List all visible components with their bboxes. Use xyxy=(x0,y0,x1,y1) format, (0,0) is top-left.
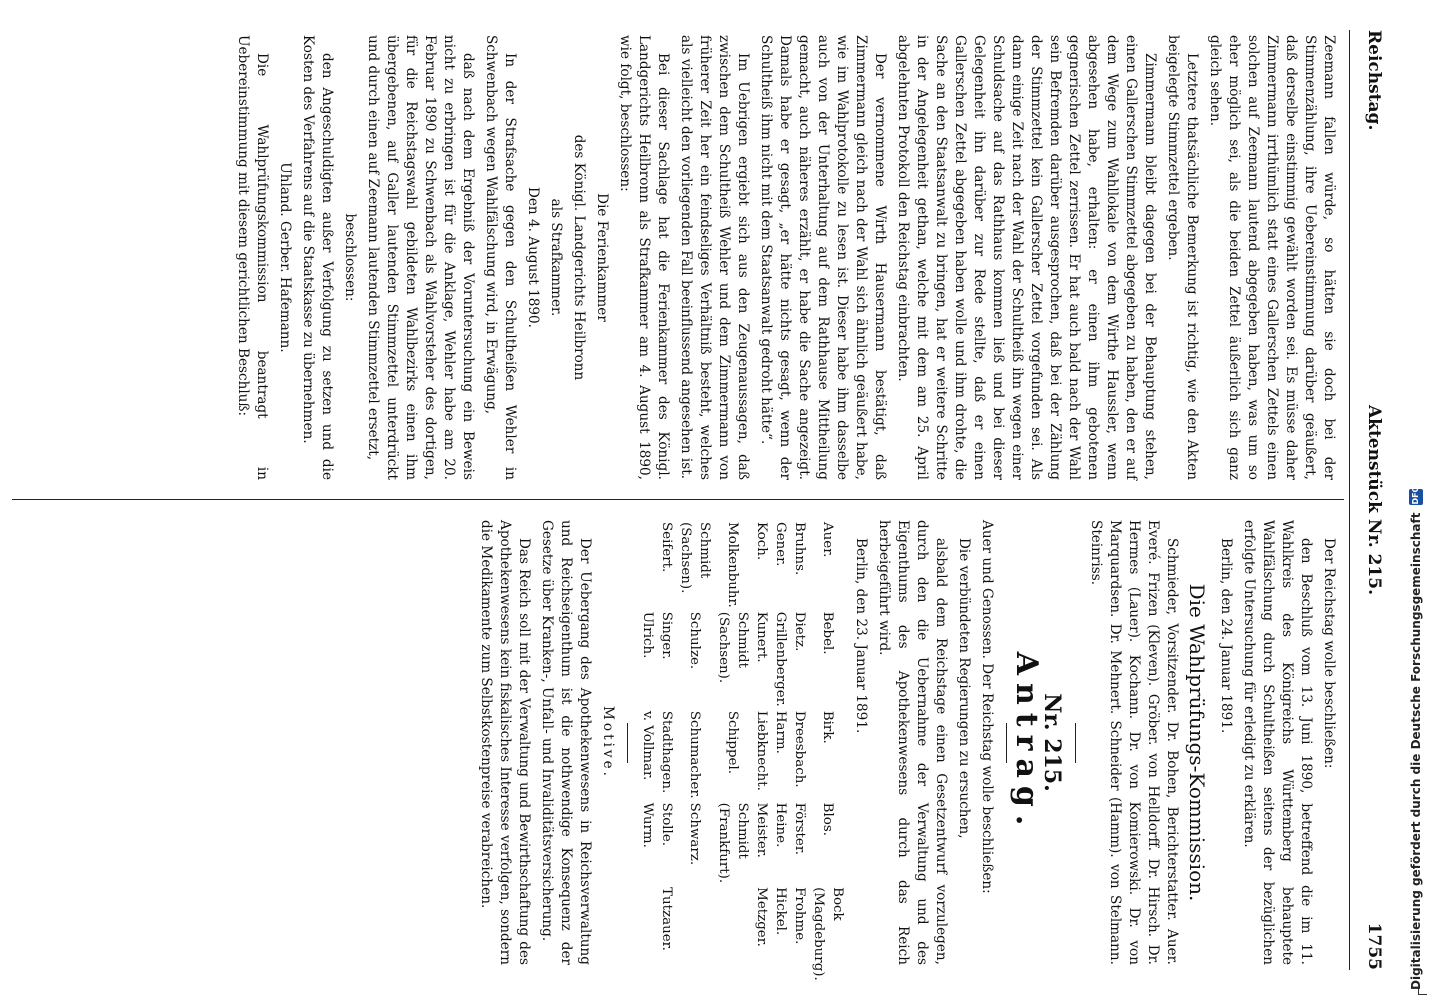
paragraph: daß nach dem Ergebniß der Voruntersuchung ein Beweis nicht zu erbringen ist für die Anklage, Wehler habe am 20. Februar 1890 zu Schwenbach als Wahlvorsteher des dortigen, für die Reichstagswahl gebildeten Wahlbezirks einen ihm übergebenen, auf Galler lautenden Stimmzettel unterdrückt und durch einen auf Zeemann lautenden Stimmzettel ersetzt, xyxy=(365,35,476,480)
signatory-name: Schmidt (Sachsen). xyxy=(716,611,750,684)
signatory-name: v. Vollmar. xyxy=(640,710,655,781)
signatory-name: Tutzauer. xyxy=(659,887,674,951)
signatory-name: Kunert. xyxy=(754,611,769,663)
signatory-name: Förster. xyxy=(792,802,807,856)
signatory-name: Metzger. xyxy=(754,887,769,947)
dateline: Berlin, den 23. Januar 1891. xyxy=(853,538,869,734)
signatory-name: Stadthagen. xyxy=(659,710,674,794)
paragraph: Im Uebrigen ergiebt sich aus den Zeugenaussagen, daß zwischen dem Schultheiß Wehler und dem Zimmermann von früherer Zeit her ein feindseliges Verhältniß besteht, welches als vielleicht den vorliegenden Fall beeinflussend angesehen ist. xyxy=(678,35,751,480)
digitization-note-text: Digitalisierung gefördert durch die Deutsche Forschungsgemeinschaft xyxy=(1409,512,1423,990)
signatory-name: Bebel. xyxy=(820,611,836,655)
signatory-name xyxy=(714,885,752,983)
decision-date: Den 4. August 1890. xyxy=(525,186,541,328)
separator-line xyxy=(627,723,628,763)
court-name: als Strafkammer. xyxy=(548,198,564,317)
signatory-name: Stolle. xyxy=(659,802,674,847)
signatory-name: Dietz. xyxy=(792,611,807,652)
signatory-name: Grillenberger. xyxy=(773,611,788,707)
separator-line xyxy=(1075,723,1076,763)
signatory-name: Bruhns. xyxy=(792,522,807,576)
column-divider xyxy=(12,499,1344,500)
signatory-name: Wurm. xyxy=(640,802,655,848)
paragraph: Zeemann fallen würde, so hätten sie doch bei der Stimmenzählung, ihre Uebereinstimmung darüber geäußert, daß derselbe einstimmig gewählt worden sei. Es müsse daher Zimmermann irrthümlich statt eines Gallerschen Zettels einen solchen auf Zeemann lautend abgegeben haben, was um so eher möglich sei, als die beiden Zettel äußerlich sich ganz gleich sehen. xyxy=(1207,35,1337,480)
paragraph: Der Reichstag wolle beschließen: xyxy=(1321,538,1337,769)
signatory-row xyxy=(809,520,847,983)
signatory-row xyxy=(771,520,790,983)
paragraph: Die verbündeten Regierungen zu ersuchen, xyxy=(956,538,972,839)
signatory-name: Blos. xyxy=(820,802,836,836)
dateline: Berlin, den 24. Januar 1891. xyxy=(1218,538,1234,734)
digitization-note xyxy=(1406,10,1426,990)
signatory-name: Meister. xyxy=(754,802,769,858)
paragraph: Auer und Genossen. Der Reichstag wolle beschließen: xyxy=(979,520,995,894)
dfg-logo-icon: DFG xyxy=(1409,489,1423,505)
left-column xyxy=(229,35,1338,480)
signatory-name: Singer. xyxy=(659,611,674,660)
beschlossen-label: beschlossen: xyxy=(342,213,358,302)
signatory-name: Auer. xyxy=(820,522,836,558)
signatory-name: Schwarz. xyxy=(687,802,703,866)
signatory-name: Hickel. xyxy=(773,887,788,936)
document-number: Nr. 215. xyxy=(1039,693,1065,792)
signatory-name: Heine. xyxy=(773,802,788,848)
signatory-name: Liebknecht. xyxy=(754,710,769,791)
signatories-table xyxy=(638,520,847,983)
signatory-name xyxy=(676,885,714,983)
page-header xyxy=(1354,30,1384,970)
signatory-name: Koch. xyxy=(754,522,769,561)
page-number: 1755 xyxy=(1364,922,1384,970)
header-title: Aktenstück Nr. 215. xyxy=(1364,404,1384,595)
signatory-row xyxy=(676,520,714,983)
paragraph: den Angeschuldigten außer Verfolgung zu setzen und die Kosten des Verfahrens auf die Staatskasse zu übernehmen. xyxy=(300,35,335,480)
paragraph: Das Reich soll mit der Verwaltung und Bewirthschaftung des Apothekenwesens kein fiskalisches Interesse verfolgen, sondern die Medikamente zum Selbstkostenpreise verabreichen. xyxy=(478,520,532,965)
signatory-name: Schumacher. xyxy=(687,710,703,799)
paragraph: Bei dieser Sachlage hat die Ferienkammer des Königl. Landgerichts Heilbronn als Strafkammer am 4. August 1890, wie folgt, beschlossen: xyxy=(617,35,671,480)
signatory-name: Schulze. xyxy=(687,611,703,670)
signatory-name: Bock (Magdeburg). xyxy=(811,887,845,981)
signatory-row xyxy=(752,520,771,983)
signatory-name: Ulrich. xyxy=(640,611,655,659)
commission-members: Schmieder, Vorsitzender. Dr. Bohen, Berichterstatter. Auer. Everé. Frizen (Kleven). Gröber. von Helldorff. Dr. Hirsch. Dr. Hermes (Lauer). Kochann. Dr. von Komierowski. Dr. von Marquardsen. Dr. Mehnert. Schneider (Hamm). von Stelmann. Steinriss. xyxy=(1088,520,1180,965)
paragraph: alsbald dem Reichstage einen Gesetzentwurf vorzulegen, durch den die Uebernahme der Verwaltung und des Eigenthums des Apothekenwesens durch das Reich herbeigeführt wird. xyxy=(876,520,949,965)
paragraph: Der vernommene Wirth Hausermann bestätigt, daß Zimmermann gleich nach der Wahl sich ähnlich geäußert habe, wie im Wahlprotokolle zu lesen ist. Dieser habe ihm dasselbe auch von der Unterhaltung auf dem Rathhause Mittheilung gemacht, auch näheres erzählt, er habe die Sache angezeigt. Damals habe er gesagt, „er hätte nichts gesagt, wenn der Schultheiß ihm nicht mit dem Staatsanwalt gedroht hätte“. xyxy=(758,35,888,480)
paragraph: Die Wahlprüfungskommission beantragt in Uebereinstimmung mit diesem gerichtlichen Beschluß: xyxy=(235,35,270,480)
signatory-row xyxy=(790,520,809,983)
header-left: Reichstag. xyxy=(1364,30,1384,131)
signatory-row xyxy=(714,520,752,983)
signatory-row xyxy=(657,520,676,983)
signatory-name: Schmidt (Sachsen). xyxy=(678,522,712,594)
signatory-name: Seifert. xyxy=(659,522,674,573)
signatory-name xyxy=(638,885,657,983)
signatory-name xyxy=(638,520,657,610)
signatory-name: Schippel. xyxy=(725,710,741,774)
right-column xyxy=(472,520,1338,981)
signatory-name: Dreesbach. xyxy=(792,710,807,788)
paragraph: Letztere thatsächliche Bemerkung ist richtig, wie den Akten beigelegte Stimmzettel ergeben. xyxy=(1165,35,1200,480)
signatory-name: Molkenbuhr. xyxy=(725,522,741,608)
paragraph: den Beschluß vom 13. Juni 1890, betreffend die im 11. Wahlkreis des Königreichs Württemberg behauptete Wahlfälschung durch Schultheißen seitens der bezüglichen erfolgte Untersuchung für erledigt zu erklären. xyxy=(1241,520,1314,965)
separator-line xyxy=(1006,723,1007,763)
signatory-name: Schmidt (Frankfurt). xyxy=(716,802,750,884)
antrag-heading: Antrag. xyxy=(1009,651,1044,834)
signatory-name: Birk. xyxy=(820,710,836,744)
paragraph: Zimmermann bleibt dagegen bei der Behauptung stehen, einen Gallerschen Stimmzettel abgegeben zu haben, den er auf dem Wege zum Wahllokale von dem Wirthe Haussler, wenn abgesehen habe, erhalten: er einen ihm gebotenen gegnerischen Zettel zerrissen. Er hat auch bald nach der Wahl sein Befremden darüber ausgesprochen, daß bei der Zählung der Stimmzettel kein Gallerscher Zettel vorgefunden sei. Als dann einige Zeit nach der Wahl der Schultheiß ihn wegen einer Schuldsache auf das Rathhaus kommen ließ und bei dieser Gelegenheit ihn darüber zur Rede stellte, daß er einen Gallerschen Zettel abgegeben haben wolle und ihm drohte, die Sache an den Staatsanwalt zu bringen, hat er weitere Schritte in der Angelegenheit gethan, welche mit dem am 25. April abgelehnten Protokoll den Reichstag einbrachten. xyxy=(895,35,1158,480)
signatory-row xyxy=(638,520,657,983)
corner-mark xyxy=(1418,986,1427,995)
court-name: des Königl. Landgerichts Heilbronn xyxy=(571,134,587,381)
judges-signatures: Uhland. Gerber. Hafemann. xyxy=(277,162,293,353)
signatory-name: Harm. xyxy=(773,710,788,754)
motive-heading: Motive. xyxy=(600,706,616,779)
commission-title: Die Wahlprüfungs-Kommission. xyxy=(1185,583,1209,902)
header-rule xyxy=(1349,30,1350,970)
signatory-name: Frohme. xyxy=(792,887,807,945)
signatory-name: Gener. xyxy=(773,522,788,567)
paragraph: Der Uebergang des Apothekenwesens in Reichsverwaltung und Reichseigenthum ist die nothwendige Konsequenz der Gesetze über Kranken-, Unfall- und Invaliditätsversicherung. xyxy=(539,520,593,965)
court-name: Die Ferienkammer xyxy=(594,193,610,322)
paragraph: In der Strafsache gegen den Schultheißen Wehler in Schwenbach wegen Wahlfälschung wird, in Erwägung, xyxy=(483,35,518,480)
